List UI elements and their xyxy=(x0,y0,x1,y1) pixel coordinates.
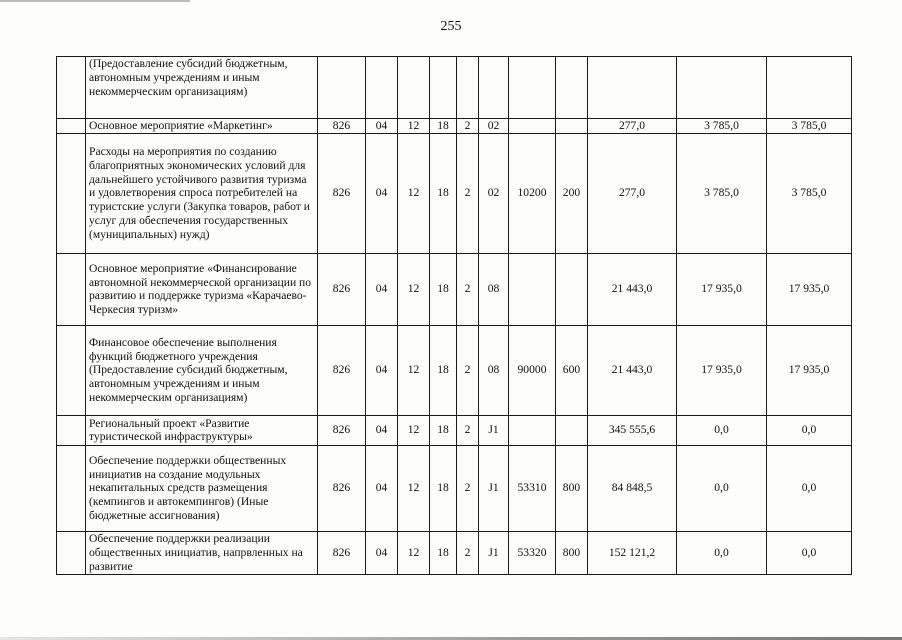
subprogram-cell xyxy=(457,57,479,119)
item-name-cell: Обеспечение поддержки реализации общественных инициатив, напрвленных на развитие xyxy=(86,531,318,574)
event-cell xyxy=(479,57,509,119)
direction-cell xyxy=(509,57,556,119)
sum-2023-cell: 3 785,0 xyxy=(767,133,852,253)
item-name-cell: Финансовое обеспечение выполнения функций бюджетного учреждения (Предоставление субсидий бюджетным, автономным учреждениям и иным некоммерческим организациям) xyxy=(86,325,318,415)
admin-code-cell: 826 xyxy=(318,133,366,253)
direction-cell: 53310 xyxy=(509,445,556,531)
program-cell: 18 xyxy=(430,325,457,415)
event-cell: J1 xyxy=(479,415,509,445)
sum-2021-cell: 21 443,0 xyxy=(588,325,677,415)
row-index-cell xyxy=(57,531,86,574)
sum-2021-cell: 277,0 xyxy=(588,133,677,253)
sum-2022-cell: 17 935,0 xyxy=(677,325,767,415)
sum-2022-cell: 3 785,0 xyxy=(677,119,767,134)
expense-type-cell xyxy=(556,415,588,445)
subprogram-cell: 2 xyxy=(457,253,479,325)
row-index-cell xyxy=(57,445,86,531)
sum-2021-cell xyxy=(588,57,677,119)
direction-cell xyxy=(509,415,556,445)
row-index-cell xyxy=(57,415,86,445)
subsection-cell: 12 xyxy=(398,253,430,325)
program-cell: 18 xyxy=(430,119,457,134)
event-cell: 02 xyxy=(479,119,509,134)
sum-2023-cell: 17 935,0 xyxy=(767,253,852,325)
event-cell: 08 xyxy=(479,325,509,415)
item-name-cell: (Предоставление субсидий бюджетным, автономным учреждениям и иным некоммерческим организациям) xyxy=(86,57,318,119)
program-cell: 18 xyxy=(430,253,457,325)
subprogram-cell: 2 xyxy=(457,415,479,445)
admin-code-cell: 826 xyxy=(318,325,366,415)
sum-2022-cell: 0,0 xyxy=(677,445,767,531)
subsection-cell: 12 xyxy=(398,133,430,253)
sum-2021-cell: 345 555,6 xyxy=(588,415,677,445)
admin-code-cell: 826 xyxy=(318,531,366,574)
row-index-cell xyxy=(57,325,86,415)
program-cell: 18 xyxy=(430,415,457,445)
direction-cell xyxy=(509,119,556,134)
page-number: 255 xyxy=(440,19,462,34)
direction-cell: 90000 xyxy=(509,325,556,415)
event-cell: 08 xyxy=(479,253,509,325)
event-cell: 02 xyxy=(479,133,509,253)
row-index-cell xyxy=(57,253,86,325)
sum-2023-cell: 0,0 xyxy=(767,445,852,531)
sum-2023-cell: 0,0 xyxy=(767,415,852,445)
expense-type-cell xyxy=(556,57,588,119)
sum-2023-cell: 0,0 xyxy=(767,531,852,574)
table-row xyxy=(57,325,852,415)
sum-2023-cell: 17 935,0 xyxy=(767,325,852,415)
section-cell xyxy=(366,57,398,119)
row-index-cell xyxy=(57,133,86,253)
scan-edge-top xyxy=(0,0,190,2)
sum-2021-cell: 152 121,2 xyxy=(588,531,677,574)
program-cell: 18 xyxy=(430,445,457,531)
sum-2023-cell: 3 785,0 xyxy=(767,119,852,134)
admin-code-cell: 826 xyxy=(318,415,366,445)
sum-2022-cell: 3 785,0 xyxy=(677,133,767,253)
table-row xyxy=(57,119,852,134)
subsection-cell: 12 xyxy=(398,119,430,134)
program-cell: 18 xyxy=(430,133,457,253)
subprogram-cell: 2 xyxy=(457,325,479,415)
program-cell: 18 xyxy=(430,531,457,574)
section-cell: 04 xyxy=(366,445,398,531)
sum-2022-cell: 0,0 xyxy=(677,531,767,574)
table-row xyxy=(57,415,852,445)
sum-2022-cell: 0,0 xyxy=(677,415,767,445)
event-cell: J1 xyxy=(479,531,509,574)
admin-code-cell: 826 xyxy=(318,445,366,531)
section-cell: 04 xyxy=(366,531,398,574)
admin-code-cell xyxy=(318,57,366,119)
table-row xyxy=(57,445,852,531)
section-cell: 04 xyxy=(366,325,398,415)
subsection-cell: 12 xyxy=(398,325,430,415)
subprogram-cell: 2 xyxy=(457,445,479,531)
subsection-cell: 12 xyxy=(398,531,430,574)
subsection-cell xyxy=(398,57,430,119)
direction-cell: 53320 xyxy=(509,531,556,574)
sum-2021-cell: 21 443,0 xyxy=(588,253,677,325)
sum-2022-cell xyxy=(677,57,767,119)
item-name-cell: Обеспечение поддержки общественных инициатив на создание модульных некапитальных средств размещения (кемпингов и автокемпингов) (Иные бюджетные ассигнования) xyxy=(86,445,318,531)
sum-2023-cell xyxy=(767,57,852,119)
admin-code-cell: 826 xyxy=(318,253,366,325)
item-name-cell: Основное мероприятие «Финансирование автономной некоммерческой организации по развитию и поддержке туризма «Карачаево-Черкесия туризм» xyxy=(86,253,318,325)
section-cell: 04 xyxy=(366,415,398,445)
subprogram-cell: 2 xyxy=(457,133,479,253)
event-cell: J1 xyxy=(479,445,509,531)
item-name-cell: Региональный проект «Развитие туристической инфраструктуры» xyxy=(86,415,318,445)
row-index-cell xyxy=(57,119,86,134)
subprogram-cell: 2 xyxy=(457,531,479,574)
table-row xyxy=(57,531,852,574)
expense-type-cell: 600 xyxy=(556,325,588,415)
budget-table xyxy=(56,56,852,575)
item-name-cell: Расходы на мероприятия по созданию благоприятных экономических условий для дальнейшего устойчивого развития туризма и удовлетворения спроса потребителей на туристские услуги (Закупка товаров, работ и услуг для обеспечения государственных (муниципальных) нужд) xyxy=(86,133,318,253)
expense-type-cell: 800 xyxy=(556,445,588,531)
table-row xyxy=(57,253,852,325)
sum-2022-cell: 17 935,0 xyxy=(677,253,767,325)
table-row xyxy=(57,133,852,253)
expense-type-cell xyxy=(556,253,588,325)
section-cell: 04 xyxy=(366,119,398,134)
expense-type-cell xyxy=(556,119,588,134)
item-name-cell: Основное мероприятие «Маркетинг» xyxy=(86,119,318,134)
sum-2021-cell: 84 848,5 xyxy=(588,445,677,531)
program-cell xyxy=(430,57,457,119)
admin-code-cell: 826 xyxy=(318,119,366,134)
subprogram-cell: 2 xyxy=(457,119,479,134)
expense-type-cell: 800 xyxy=(556,531,588,574)
sum-2021-cell: 277,0 xyxy=(588,119,677,134)
subsection-cell: 12 xyxy=(398,445,430,531)
expense-type-cell: 200 xyxy=(556,133,588,253)
subsection-cell: 12 xyxy=(398,415,430,445)
direction-cell xyxy=(509,253,556,325)
section-cell: 04 xyxy=(366,133,398,253)
section-cell: 04 xyxy=(366,253,398,325)
row-index-cell xyxy=(57,57,86,119)
table-row xyxy=(57,57,852,119)
direction-cell: 10200 xyxy=(509,133,556,253)
